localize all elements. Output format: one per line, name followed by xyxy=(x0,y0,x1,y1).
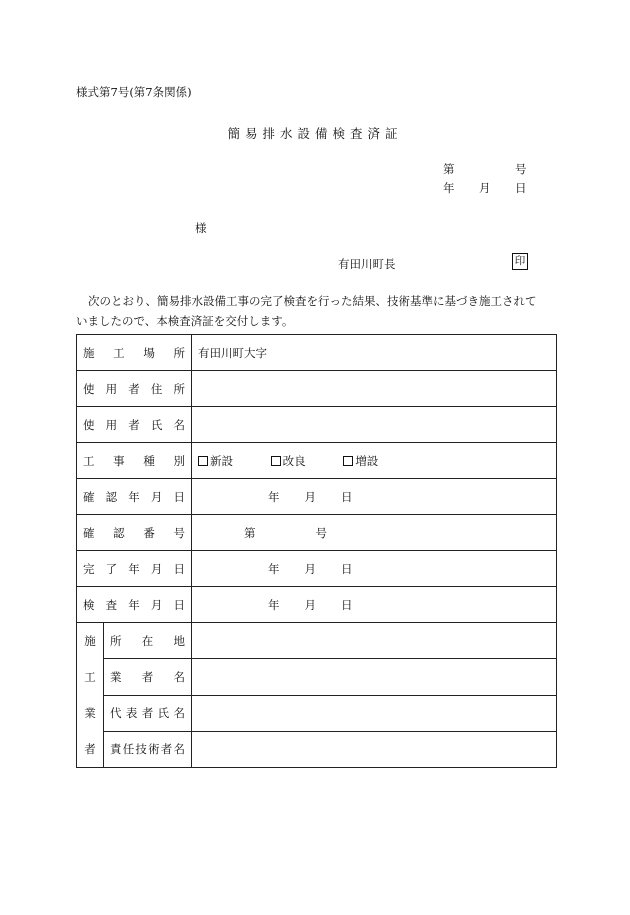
table-row xyxy=(77,407,557,443)
issuer-title: 有田川町長 xyxy=(338,257,396,271)
issue-number-dai: 第 xyxy=(443,162,455,176)
user-name-value xyxy=(192,407,557,443)
confirm-date-label: 確 認 年 月 日 xyxy=(77,479,192,515)
contractor-address-value xyxy=(192,623,557,659)
table-row xyxy=(77,479,557,515)
confirm-number-label: 確 認 番 号 xyxy=(77,515,192,551)
user-name-label: 使 用 者 氏 名 xyxy=(77,407,192,443)
confirm-date-value: 年 月 日 xyxy=(192,479,557,515)
recipient-honorific: 様 xyxy=(195,221,207,235)
work-type-add[interactable]: 増設 xyxy=(343,454,378,468)
responsible-engineer-label: 責 任 技 術 者 名 xyxy=(104,731,192,767)
table-row xyxy=(77,623,557,659)
certificate-table xyxy=(76,334,557,768)
issue-date-year: 年 xyxy=(443,181,455,195)
checkbox-icon[interactable] xyxy=(343,456,353,466)
contractor-address-label: 所 在 地 xyxy=(104,623,192,659)
seal-box: 印 xyxy=(512,253,528,270)
representative-name-label: 代 表 者 氏 名 xyxy=(104,695,192,731)
body-text-line-1: 次のとおり、簡易排水設備工事の完了検査を行った結果、技術基準に基づき施工されて xyxy=(88,294,537,308)
user-address-value xyxy=(192,371,557,407)
contractor-name-value xyxy=(192,659,557,695)
form-reference: 様式第7号(第7条関係) xyxy=(76,85,192,99)
contractor-label: 施 工 業 者 xyxy=(77,623,104,768)
location-value: 有田川町大字 xyxy=(192,335,557,371)
inspection-date-label: 検 査 年 月 日 xyxy=(77,587,192,623)
table-row xyxy=(77,659,557,695)
work-type-improve[interactable]: 改良 xyxy=(271,454,306,468)
table-row xyxy=(77,443,557,479)
work-type-label: 工 事 種 別 xyxy=(77,443,192,479)
issue-number-go: 号 xyxy=(515,162,527,176)
issue-date-day: 日 xyxy=(515,181,527,195)
table-row xyxy=(77,335,557,371)
user-address-label: 使 用 者 住 所 xyxy=(77,371,192,407)
checkbox-icon[interactable] xyxy=(198,456,208,466)
table-row xyxy=(77,515,557,551)
confirm-number-value: 第 号 xyxy=(192,515,557,551)
inspection-date-value: 年 月 日 xyxy=(192,587,557,623)
location-label: 施 工 場 所 xyxy=(77,335,192,371)
table-row xyxy=(77,551,557,587)
representative-name-value xyxy=(192,695,557,731)
work-type-new[interactable]: 新設 xyxy=(198,454,233,468)
body-text-line-2: いましたので、本検査済証を交付します。 xyxy=(76,314,294,328)
issue-date-month: 月 xyxy=(479,181,491,195)
table-row xyxy=(77,695,557,731)
body-text xyxy=(76,291,560,331)
table-row xyxy=(77,731,557,767)
table-row xyxy=(77,371,557,407)
responsible-engineer-value xyxy=(192,731,557,767)
document-title: 簡易排水設備検査済証 xyxy=(227,126,403,141)
table-row xyxy=(77,587,557,623)
work-type-options xyxy=(192,443,557,479)
completion-date-label: 完 了 年 月 日 xyxy=(77,551,192,587)
contractor-name-label: 業 者 名 xyxy=(104,659,192,695)
completion-date-value: 年 月 日 xyxy=(192,551,557,587)
checkbox-icon[interactable] xyxy=(271,456,281,466)
